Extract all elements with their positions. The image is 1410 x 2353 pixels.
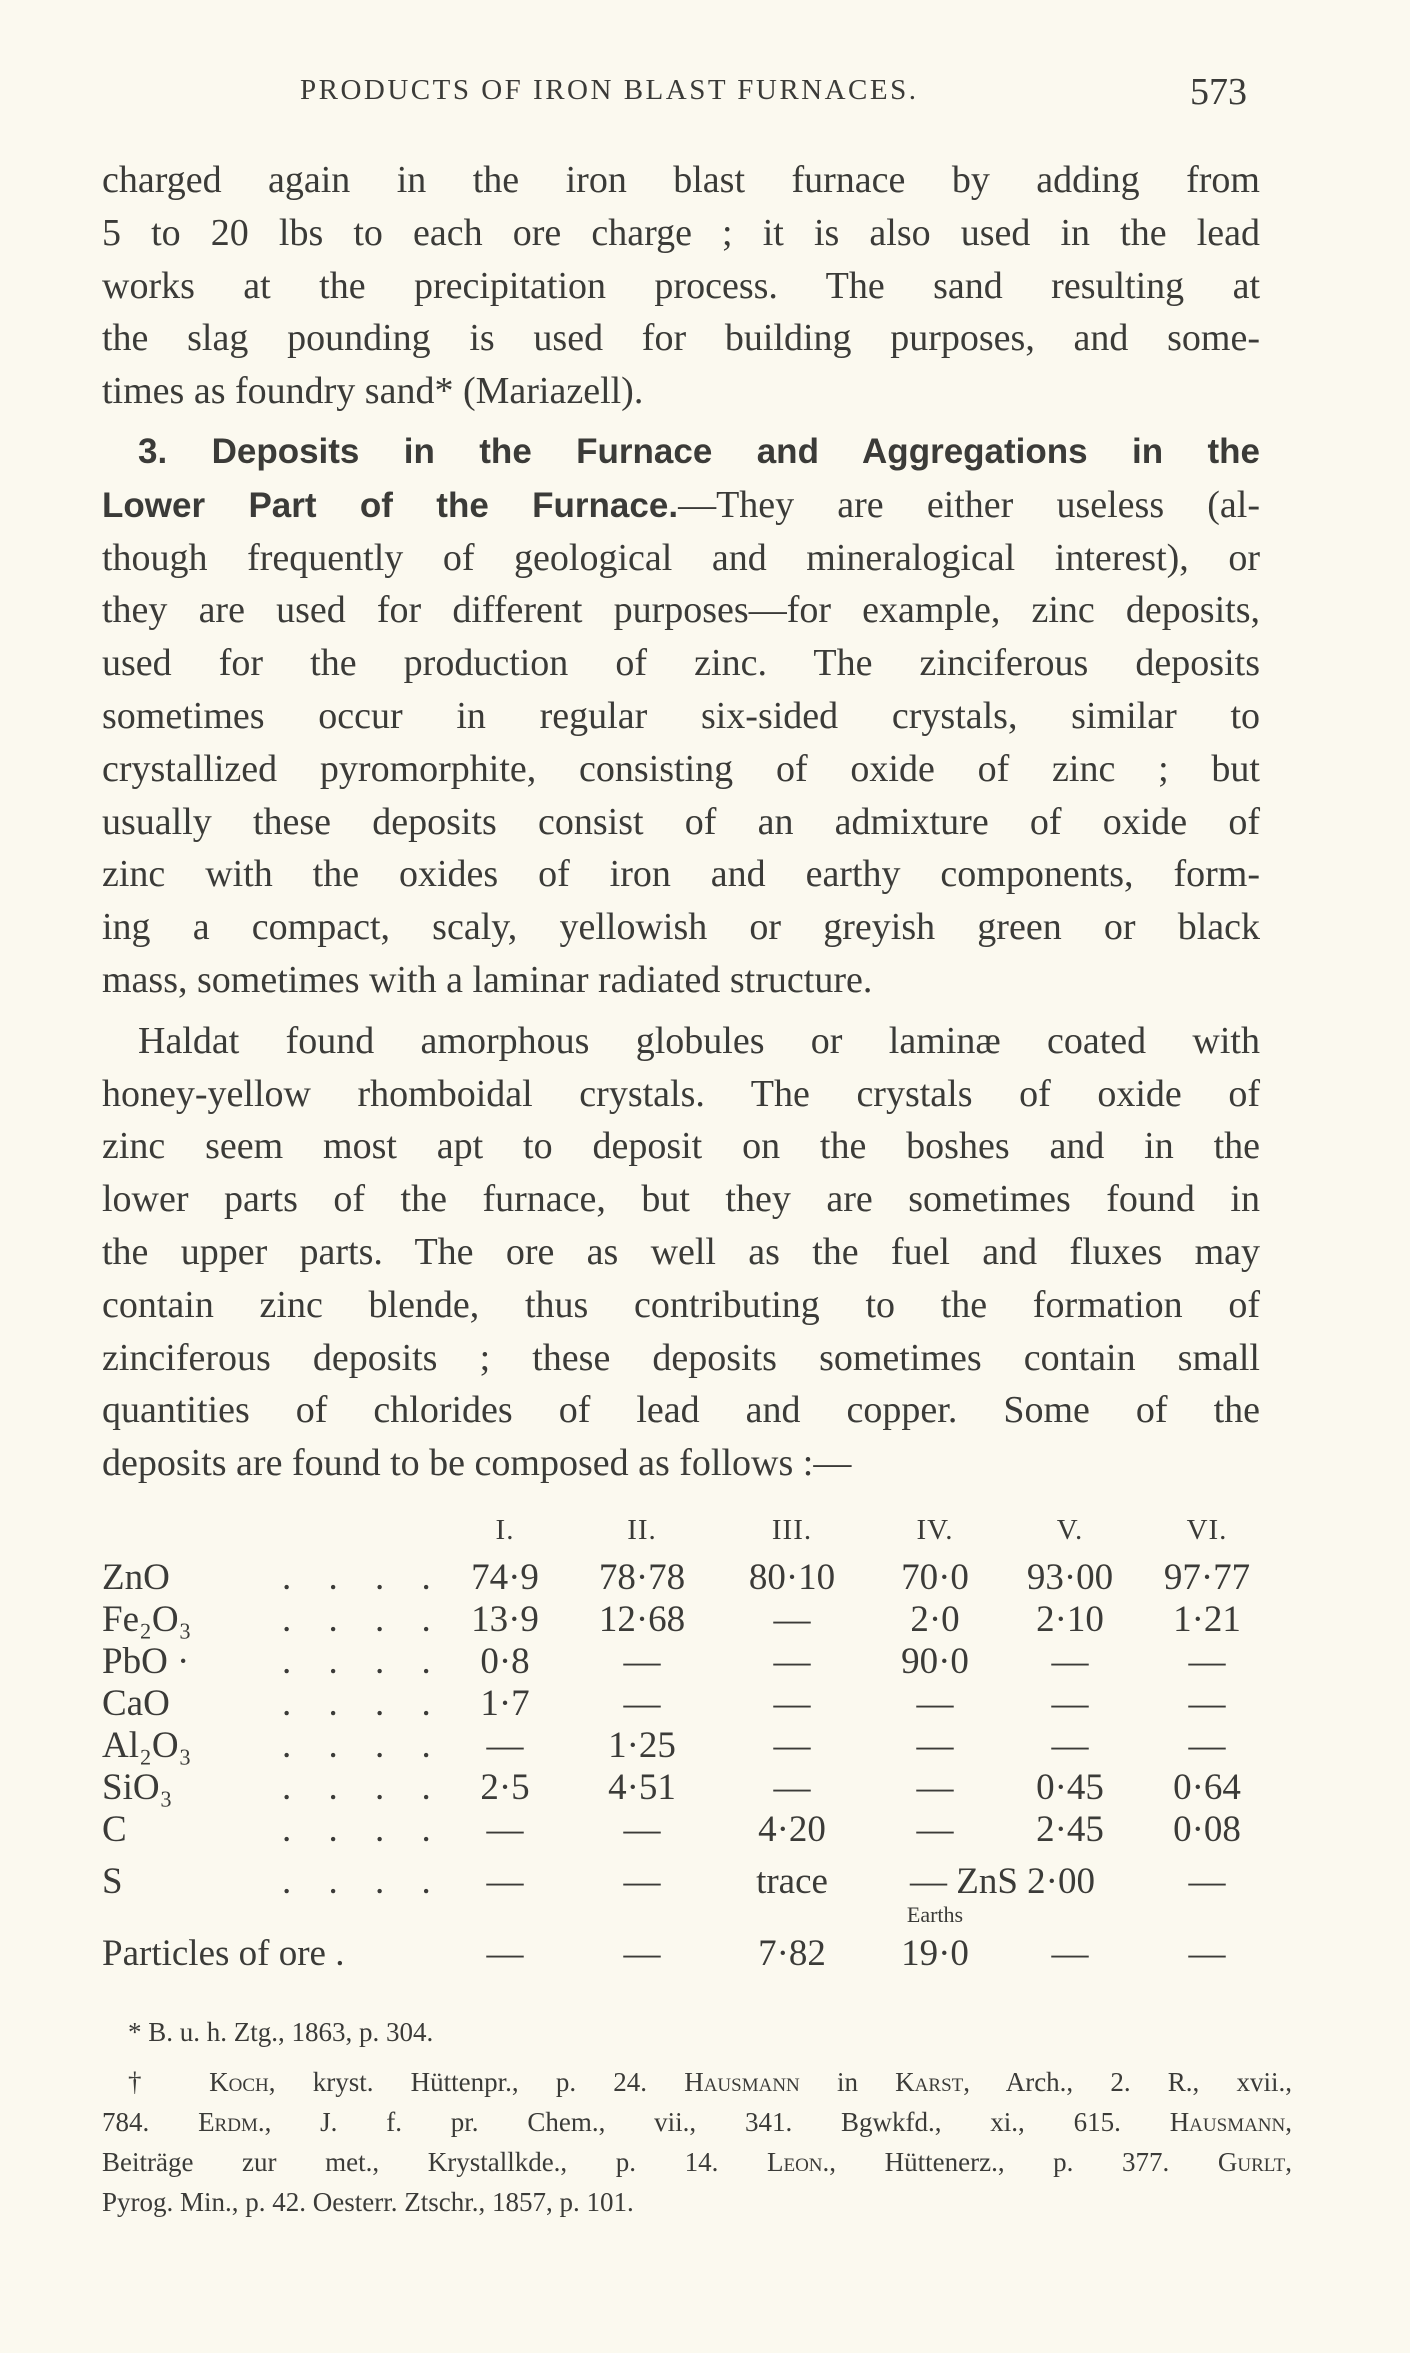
- column-header: I.: [495, 1514, 515, 1546]
- text-line: zinc with the oxides of iron and earthy components, form-: [102, 853, 1260, 896]
- footnote-line: [102, 2102, 1292, 2142]
- footnote-line: * B. u. h. Ztg., 1863, p. 304.: [128, 2017, 434, 2047]
- table-cell: 93·00: [1026, 1557, 1114, 1598]
- author-name: Leon.: [766, 2147, 830, 2177]
- table-cell: 1·7: [480, 1683, 530, 1724]
- table-cell: 19·0: [901, 1933, 969, 1974]
- table-cell: 90·0: [901, 1641, 969, 1682]
- text-line: [102, 479, 1260, 532]
- text-line: contain zinc blende, thus contributing to the formation of: [102, 1283, 1260, 1326]
- text-line: the slag pounding is used for building purposes, and some-: [102, 317, 1260, 360]
- table-cell: 1·21: [1173, 1599, 1241, 1640]
- table-cell: — ZnS 2·00: [910, 1861, 1095, 1902]
- footnote-text: ,: [1285, 2107, 1293, 2137]
- section-heading-cont: Lower Part of the Furnace.: [102, 485, 679, 525]
- table-cell: —: [773, 1683, 811, 1724]
- row-label: ZnO: [102, 1557, 170, 1598]
- table-cell: —: [773, 1725, 811, 1766]
- text-line: deposits are found to be composed as follows :—: [102, 1442, 852, 1485]
- column-header: VI.: [1186, 1514, 1228, 1546]
- author-name: Hausmann: [1169, 2107, 1286, 2137]
- table-cell: —: [623, 1809, 661, 1850]
- column-header: IV.: [916, 1514, 954, 1546]
- page-number: 573: [1190, 71, 1247, 113]
- table-cell: —: [623, 1933, 661, 1974]
- footnote-line: [102, 2062, 1292, 2102]
- footnote-text: , Arch., 2. R., xvii.,: [963, 2067, 1293, 2097]
- text-line: used for the production of zinc. The zinciferous deposits: [102, 642, 1260, 685]
- footnote-text: , Hüttenerz., p. 377.: [829, 2147, 1218, 2177]
- table-cell: —: [486, 1933, 524, 1974]
- paragraph-3: [102, 1015, 1260, 1490]
- text-line: mass, sometimes with a laminar radiated structure.: [102, 958, 873, 1001]
- table-cell: —: [1188, 1725, 1226, 1766]
- text-line: times as foundry sand* (Mariazell).: [102, 370, 644, 413]
- author-name: Karst: [895, 2067, 964, 2097]
- footnote-star: [102, 2012, 1292, 2052]
- footnote-text: , J. f. pr. Chem., vii., 341. Bgwkfd., xi., 615.: [264, 2107, 1170, 2137]
- table-cell: —: [1051, 1933, 1089, 1974]
- text-line: the upper parts. The ore as well as the fuel and fluxes may: [102, 1230, 1260, 1273]
- author-name: Hausmann: [684, 2067, 800, 2097]
- dot-leader: . . . .: [282, 1725, 445, 1766]
- column-header: V.: [1056, 1514, 1084, 1546]
- text-line: they are used for different purposes—for example, zinc deposits,: [102, 589, 1260, 632]
- footnote-text: in: [799, 2067, 896, 2097]
- table-cell: 7·82: [758, 1933, 826, 1974]
- footnote-text: †: [128, 2067, 210, 2097]
- running-title: PRODUCTS OF IRON BLAST FURNACES.: [300, 74, 919, 106]
- text-line: usually these deposits consist of an admixture of oxide of: [102, 800, 1260, 843]
- footnote-text: 784.: [102, 2107, 199, 2137]
- dot-leader: . . . .: [282, 1641, 445, 1682]
- paragraph-1: [102, 154, 1260, 418]
- row-label: SiO₃: [102, 1767, 173, 1808]
- table-cell: —: [773, 1641, 811, 1682]
- table-cell: —: [916, 1725, 954, 1766]
- table-cell: 70·0: [901, 1557, 969, 1598]
- table-cell: —: [916, 1809, 954, 1850]
- table-cell: 2·0: [910, 1599, 960, 1640]
- table-cell: 4·51: [608, 1767, 676, 1808]
- text-line: works at the precipitation process. The sand resulting at: [102, 264, 1260, 307]
- table-cell: —: [1051, 1683, 1089, 1724]
- text-line: quantities of chlorides of lead and copper. Some of the: [102, 1389, 1260, 1432]
- table-cell: 4·20: [758, 1809, 826, 1850]
- footnote-text: Beiträge zur met., Krystallkde., p. 14.: [102, 2147, 767, 2177]
- row-label: Particles of ore .: [102, 1933, 345, 1974]
- table-cell: 1·25: [608, 1725, 676, 1766]
- text-line: zinc seem most apt to deposit on the boshes and in the: [102, 1125, 1260, 1168]
- table-cell: 2·45: [1036, 1809, 1104, 1850]
- footnote-dagger: [102, 2062, 1292, 2222]
- author-name: Gurlt: [1217, 2147, 1286, 2177]
- dot-leader: . . . .: [282, 1809, 445, 1850]
- running-header: [0, 71, 1410, 120]
- table-cell: —: [773, 1767, 811, 1808]
- table-cell: —: [1051, 1725, 1089, 1766]
- text-line: zinciferous deposits ; these deposits sometimes contain small: [102, 1336, 1260, 1379]
- row-label: Al₂O₃: [102, 1725, 192, 1766]
- table-cell: —: [1188, 1683, 1226, 1724]
- table-cell: —: [1188, 1861, 1226, 1902]
- dot-leader: . . . .: [282, 1767, 445, 1808]
- row-label: S: [102, 1861, 123, 1902]
- table-cell: —: [486, 1861, 524, 1902]
- table-cell: —: [486, 1809, 524, 1850]
- footnote-line: [102, 2182, 1292, 2222]
- table-cell: —: [623, 1861, 661, 1902]
- table-cell: trace: [756, 1861, 828, 1902]
- row-label: PbO ·: [102, 1641, 190, 1682]
- text-line: charged again in the iron blast furnace by adding from: [102, 159, 1260, 201]
- table-cell: 2·5: [480, 1767, 530, 1808]
- text-line: Haldat found amorphous globules or laminæ coated with: [138, 1019, 1260, 1062]
- footnote-line: [102, 2142, 1292, 2182]
- text-line-rest: —They are either useless (al-: [678, 483, 1261, 526]
- author-name: Koch: [209, 2067, 269, 2097]
- table-cell: —: [623, 1641, 661, 1682]
- row-label: C: [102, 1809, 127, 1850]
- table-cell: —: [1051, 1641, 1089, 1682]
- text-line: sometimes occur in regular six-sided crystals, similar to: [102, 694, 1260, 737]
- row-label: CaO: [102, 1683, 170, 1724]
- body-text: [102, 154, 1260, 1498]
- dot-leader: . . . .: [282, 1861, 445, 1902]
- table-cell: —: [916, 1767, 954, 1808]
- text-line: lower parts of the furnace, but they are sometimes found in: [102, 1178, 1260, 1221]
- earths-note: Earths: [906, 1902, 964, 1927]
- author-name: Erdm.: [198, 2107, 265, 2137]
- dot-leader: . . . .: [282, 1683, 445, 1724]
- table-cell: 74·9: [471, 1557, 539, 1598]
- text-line: 5 to 20 lbs to each ore charge ; it is also used in the lead: [102, 211, 1260, 254]
- table-cell: 13·9: [471, 1599, 539, 1640]
- text-line: ing a compact, scaly, yellowish or greyish green or black: [102, 906, 1260, 949]
- table-cell: 0·64: [1173, 1767, 1241, 1808]
- table-cell: 0·45: [1036, 1767, 1104, 1808]
- footnote-text: Pyrog. Min., p. 42. Oesterr. Ztschr., 1857, p. 101.: [102, 2187, 634, 2217]
- table-cell: 0·08: [1173, 1809, 1241, 1850]
- table-cell: —: [1188, 1933, 1226, 1974]
- table-cell: 2·10: [1036, 1599, 1104, 1640]
- table-cell: —: [486, 1725, 524, 1766]
- table-cell: —: [1188, 1641, 1226, 1682]
- dot-leader: . . . .: [282, 1599, 445, 1640]
- table-cell: —: [916, 1683, 954, 1724]
- section-heading: 3. Deposits in the Furnace and Aggregations in the: [138, 431, 1260, 471]
- row-label: Fe₂O₃: [102, 1599, 192, 1640]
- table-cell: —: [623, 1683, 661, 1724]
- text-line: though frequently of geological and mineralogical interest), or: [102, 536, 1260, 579]
- table-cell: 12·68: [598, 1599, 686, 1640]
- column-header: III.: [771, 1514, 813, 1546]
- dot-leader: . . . .: [282, 1557, 445, 1598]
- table-cell: 0·8: [480, 1641, 530, 1682]
- table-cell: 97·77: [1163, 1557, 1251, 1598]
- text-line: honey-yellow rhomboidal crystals. The crystals of oxide of: [102, 1072, 1260, 1115]
- paragraph-2: [102, 426, 1260, 1007]
- table-cell: 78·78: [598, 1557, 686, 1598]
- text-line: crystallized pyromorphite, consisting of oxide of zinc ; but: [102, 747, 1260, 790]
- footnote-text: ,: [1285, 2147, 1292, 2177]
- table-cell: 80·10: [748, 1557, 836, 1598]
- footnote-text: , kryst. Hüttenpr., p. 24.: [268, 2067, 685, 2097]
- column-header: II.: [627, 1514, 657, 1546]
- table-cell: —: [773, 1599, 811, 1640]
